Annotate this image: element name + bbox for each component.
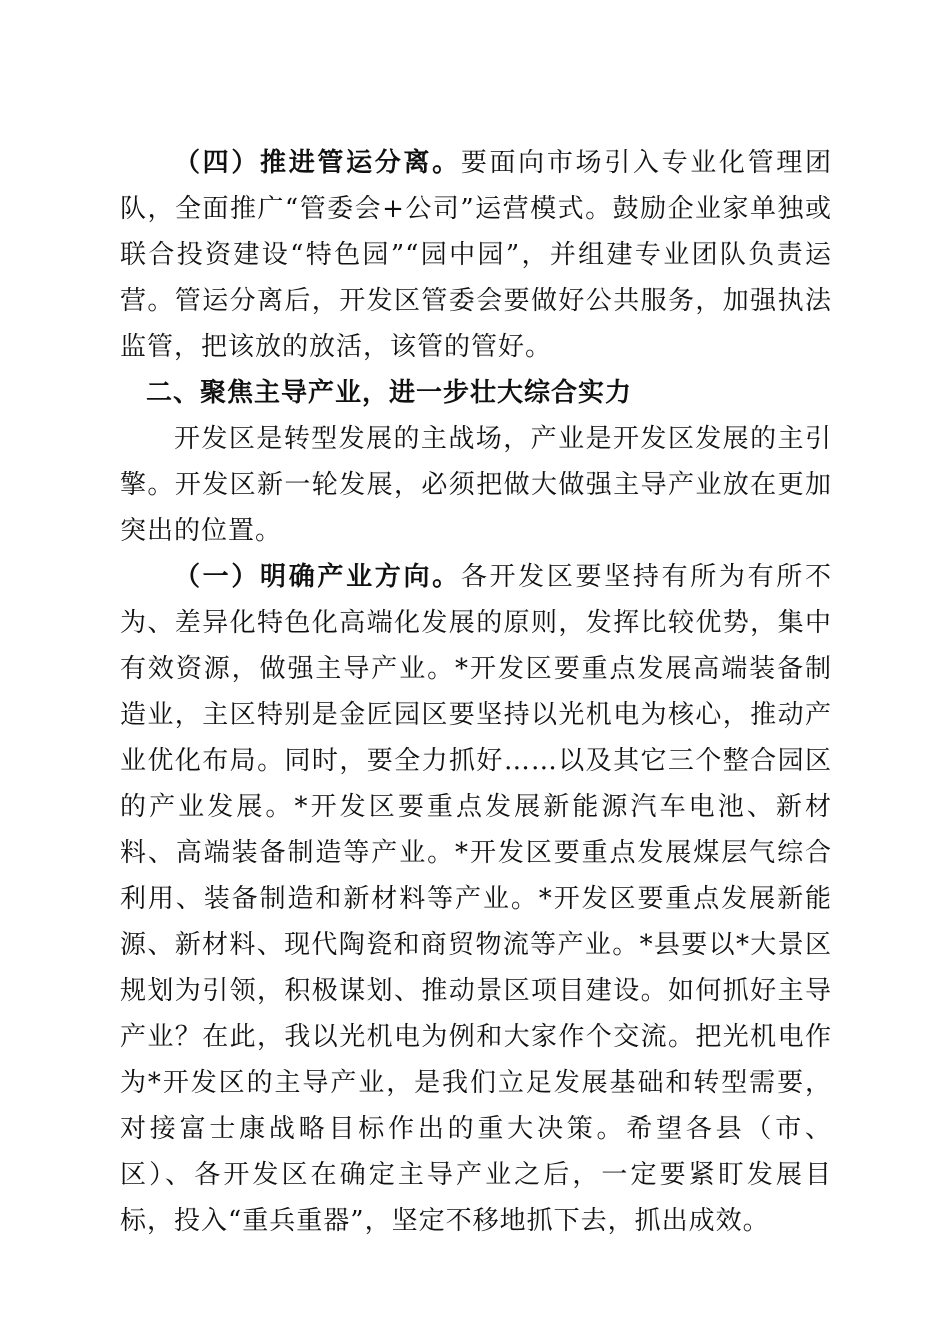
paragraph-text: 要面向市场引入专业化管理团队，全面推广“管委会+公司”运营模式。鼓励企业家单独或联合投资建设“特色园”“园中园”，并组建专业团队负责运营。管运分离后，开发区管委会要做好公共服务，加强执法监管，把该放的放活，该管的管好。	[120, 148, 832, 362]
paragraph-industry-direction	[120, 554, 832, 1244]
paragraph-management-separation	[120, 140, 832, 370]
paragraph-lead: （一）明确产业方向。	[174, 562, 461, 592]
paragraph-text: 各开发区要坚持有所为有所不为、差异化特色化高端化发展的原则，发挥比较优势，集中有效资源，做强主导产业。*开发区要重点发展高端装备制造业，主区特别是金匠园区要坚持以光机电为核心，推动产业优化布局。同时，要全力抓好……以及其它三个整合园区的产业发展。*开发区要重点发展新能源汽车电池、新材料、高端装备制造等产业。*开发区要重点发展煤层气综合利用、装备制造和新材料等产业。*开发区要重点发展新能源、新材料、现代陶瓷和商贸物流等产业。*县要以*大景区规划为引领，积极谋划、推动景区项目建设。如何抓好主导产业？在此，我以光机电为例和大家作个交流。把光机电作为*开发区的主导产业，是我们立足发展基础和转型需要，对接富士康战略目标作出的重大决策。希望各县（市、区）、各开发区在确定主导产业之后，一定要紧盯发展目标，投入“重兵重器”，坚定不移地抓下去，抓出成效。	[120, 562, 832, 1236]
document-body	[120, 140, 832, 1244]
section-heading: 二、聚焦主导产业，进一步壮大综合实力	[146, 378, 633, 408]
paragraph-lead: （四）推进管运分离。	[174, 148, 461, 178]
paragraph-intro	[120, 416, 832, 554]
paragraph-text: 开发区是转型发展的主战场，产业是开发区发展的主引擎。开发区新一轮发展，必须把做大做强主导产业放在更加突出的位置。	[120, 424, 832, 546]
